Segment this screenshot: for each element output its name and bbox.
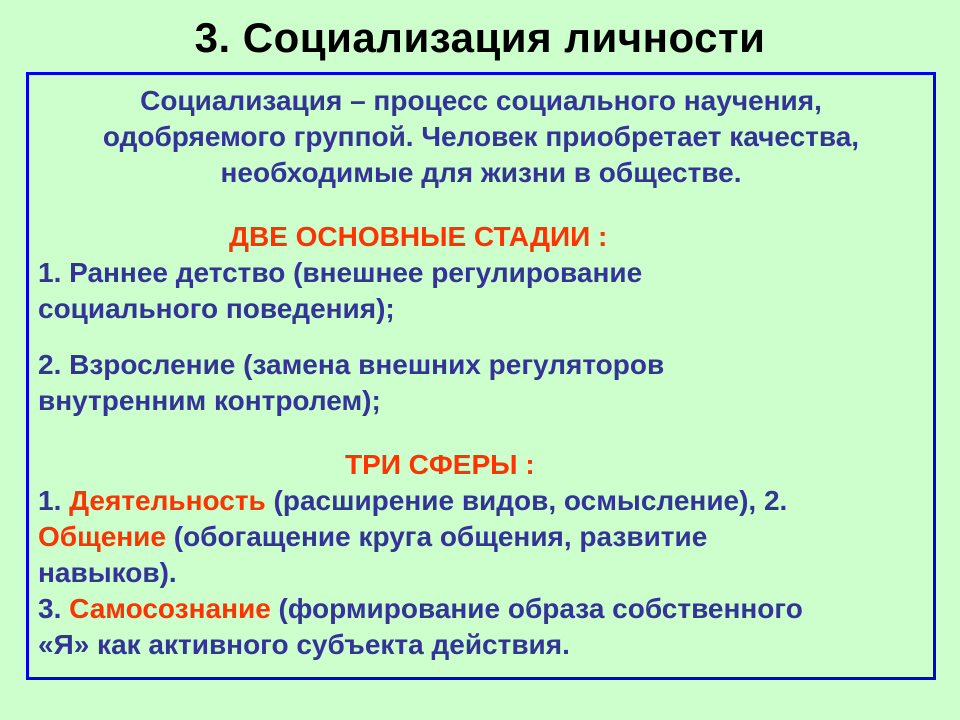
stage-1-line-2: социального поведения); — [38, 293, 395, 324]
sphere-1-number: 1. — [38, 485, 70, 516]
sphere-3-description: (формирование образа собственного — [270, 593, 803, 624]
definition-line-2: одобряемого группой. Человек приобретает качества, — [102, 121, 860, 152]
sphere-3-continuation: «Я» как активного субъекта действия. — [38, 629, 570, 660]
stages-heading: ДВЕ ОСНОВНЫЕ СТАДИИ : — [229, 221, 608, 252]
sphere-2-description: (обогащение круга общения, развитие — [165, 521, 708, 552]
content-frame — [26, 72, 936, 680]
sphere-3-number: 3. — [38, 593, 70, 624]
sphere-3-line — [38, 593, 803, 625]
stage-2-line-1: 2. Взросление (замена внешних регуляторов — [38, 349, 665, 380]
sphere-1-description: (расширение видов, осмысление), 2. — [265, 485, 788, 516]
sphere-3-term: Самосознание — [69, 593, 271, 624]
definition-line-1: Социализация – процесс социального научения, — [140, 85, 822, 116]
sphere-1-line — [38, 485, 787, 517]
slide-title: 3. Социализация личности — [194, 14, 766, 61]
sphere-1-term: Деятельность — [69, 485, 266, 516]
stage-1-line-1: 1. Раннее детство (внешнее регулирование — [38, 257, 643, 288]
sphere-2-term: Общение — [38, 521, 166, 552]
spheres-heading: ТРИ СФЕРЫ : — [345, 449, 535, 480]
sphere-2-line — [38, 521, 707, 553]
stage-2-line-2: внутренним контролем); — [38, 385, 381, 416]
sphere-2-continuation: навыков). — [38, 557, 177, 588]
definition-line-3: необходимые для жизни в обществе. — [220, 157, 742, 188]
